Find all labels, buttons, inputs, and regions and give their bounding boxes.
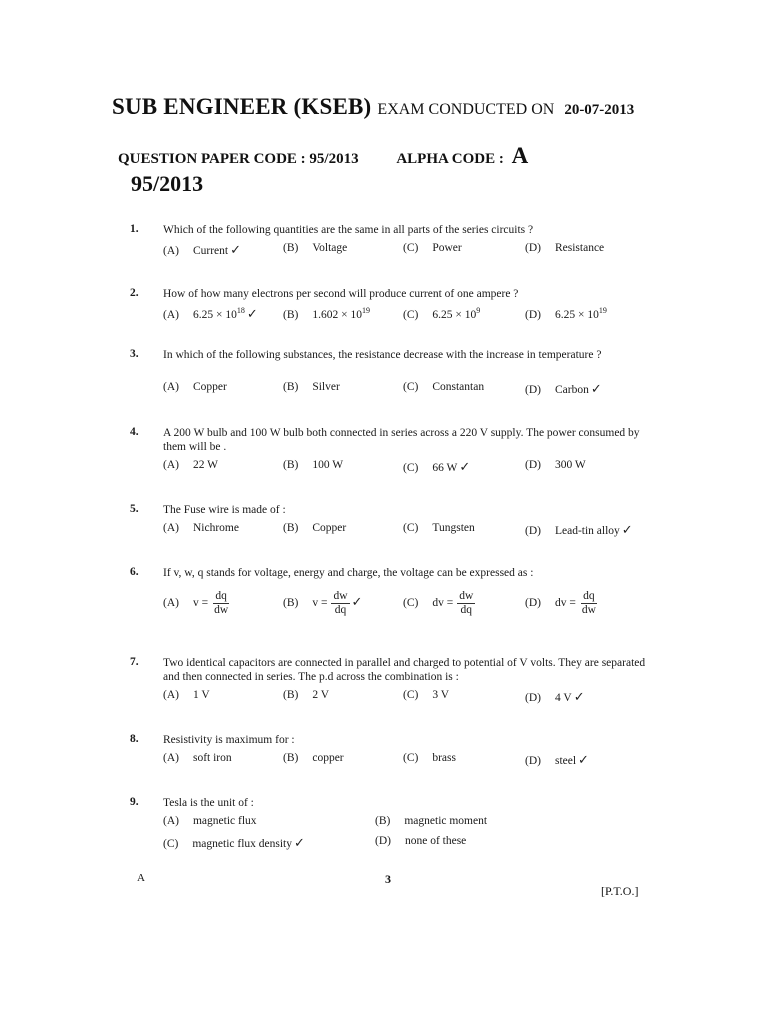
formula-lhs: v =	[312, 597, 328, 610]
option-label: (C)	[403, 522, 419, 534]
options	[163, 381, 647, 421]
check-mark-icon: ✓	[459, 459, 471, 474]
option-label: (C)	[403, 752, 419, 764]
option-label: (C)	[403, 689, 419, 701]
option-label: (A)	[163, 522, 179, 534]
option-label: (B)	[283, 308, 299, 321]
question-paper-code: QUESTION PAPER CODE : 95/2013	[118, 151, 359, 167]
option-b[interactable]	[375, 815, 487, 827]
check-mark-icon: ✓	[230, 242, 242, 257]
fraction	[457, 590, 475, 617]
option-text: none of these	[404, 835, 467, 847]
option-label: (D)	[525, 692, 541, 704]
option-label: (D)	[525, 459, 541, 471]
question-8	[130, 733, 650, 803]
denominator: dw	[581, 604, 596, 616]
option-c[interactable]	[403, 522, 475, 534]
question-9	[130, 796, 650, 866]
exponent: 19	[598, 306, 607, 315]
option-d[interactable]	[525, 752, 589, 768]
check-mark-icon: ✓	[573, 689, 585, 704]
exponent: 9	[476, 306, 481, 315]
footer-series: A	[137, 872, 145, 884]
options	[163, 459, 647, 499]
option-text: 4 V	[554, 692, 572, 704]
option-label: (D)	[525, 384, 541, 396]
question-4	[130, 426, 650, 496]
option-label: (A)	[163, 597, 179, 610]
pto-label: [P.T.O.]	[601, 884, 639, 898]
fraction	[212, 590, 230, 617]
option-d[interactable]	[525, 522, 633, 538]
option-d[interactable]	[525, 381, 602, 397]
option-a[interactable]	[163, 306, 258, 322]
option-text: 6.25 × 10	[554, 308, 599, 321]
exponent: 18	[236, 306, 245, 316]
option-text: Carbon	[554, 384, 589, 396]
option-text: 6.25 × 10	[192, 309, 237, 321]
question-number: 7.	[130, 656, 139, 668]
question-1	[130, 223, 650, 293]
option-label: (A)	[163, 815, 179, 827]
question-number: 8.	[130, 733, 139, 745]
option-text: 1 V	[192, 689, 210, 701]
check-mark-icon: ✓	[351, 594, 363, 610]
option-label: (D)	[375, 835, 391, 847]
check-mark-icon: ✓	[578, 752, 589, 767]
check-mark-icon: ✓	[590, 381, 602, 396]
fraction	[580, 590, 598, 617]
option-text: Tungsten	[432, 522, 475, 534]
option-c[interactable]	[403, 306, 480, 321]
option-a[interactable]	[163, 459, 218, 471]
option-text: Power	[432, 242, 462, 254]
question-number: 6.	[130, 566, 139, 578]
option-text: 300 W	[554, 459, 586, 471]
alpha-code-value: A	[511, 143, 529, 168]
question-2	[130, 287, 650, 357]
option-d[interactable]	[525, 242, 604, 254]
option-label: (D)	[525, 242, 541, 254]
paper-code-handwritten: 95/2013	[131, 171, 204, 196]
exam-header	[112, 94, 634, 120]
question-number: 4.	[130, 426, 139, 438]
option-label: (A)	[163, 459, 179, 471]
check-mark-icon: ✓	[621, 522, 633, 537]
option-b[interactable]	[283, 381, 340, 393]
option-a[interactable]	[163, 242, 241, 258]
option-text: copper	[312, 752, 344, 764]
question-3	[130, 348, 650, 418]
option-d[interactable]	[375, 835, 466, 847]
numerator: dw	[459, 590, 474, 602]
option-text: soft iron	[192, 752, 232, 764]
options	[163, 306, 647, 346]
option-a[interactable]	[163, 689, 210, 701]
option-label: (C)	[163, 838, 179, 850]
option-text: brass	[432, 752, 456, 764]
option-label: (C)	[403, 462, 419, 474]
option-label: (B)	[283, 689, 299, 701]
option-d[interactable]	[525, 306, 607, 321]
exam-date: 20-07-2013	[564, 102, 635, 118]
option-text: Voltage	[312, 242, 348, 254]
option-c[interactable]	[403, 459, 470, 475]
option-text: Copper	[192, 381, 227, 393]
option-label: (B)	[283, 752, 299, 764]
option-text: Nichrome	[192, 522, 239, 534]
options	[163, 815, 647, 855]
option-text: Copper	[312, 522, 347, 534]
option-label: (B)	[283, 381, 299, 393]
option-label: (D)	[525, 597, 541, 610]
question-text: The Fuse wire is made of :	[163, 504, 286, 516]
option-label: (C)	[403, 242, 419, 254]
options	[163, 522, 647, 562]
option-b[interactable]	[283, 242, 347, 254]
option-label: (D)	[525, 755, 541, 767]
question-number: 2.	[130, 287, 139, 299]
formula-lhs: dv =	[432, 597, 454, 610]
question-text: Which of the following quantities are the same in all parts of the series circuits ?	[163, 224, 534, 236]
question-text: In which of the following substances, the resistance decrease with the increase in temperature ?	[163, 349, 602, 361]
option-text: magnetic flux	[192, 815, 257, 827]
option-label: (A)	[163, 689, 179, 701]
option-label: (B)	[283, 522, 299, 534]
option-text: Current	[192, 245, 229, 257]
option-c[interactable]	[403, 590, 475, 617]
option-c[interactable]	[403, 381, 484, 393]
question-number: 3.	[130, 348, 139, 360]
option-label: (D)	[525, 308, 541, 321]
question-text: Tesla is the unit of :	[163, 797, 254, 809]
exam-title: SUB ENGINEER (KSEB)	[112, 94, 372, 119]
option-label: (B)	[283, 459, 299, 471]
option-label: (C)	[403, 597, 419, 610]
option-a[interactable]	[163, 522, 239, 534]
question-text: Resistivity is maximum for :	[163, 734, 295, 746]
option-label: (B)	[283, 242, 299, 254]
option-label: (A)	[163, 245, 179, 257]
question-5	[130, 503, 650, 573]
numerator: dw	[333, 590, 348, 602]
numerator: dq	[215, 590, 227, 602]
denominator: dq	[334, 604, 347, 616]
option-text: Resistance	[554, 242, 605, 254]
option-label: (A)	[163, 309, 179, 321]
question-number: 9.	[130, 796, 139, 808]
options	[163, 242, 647, 282]
question-number: 5.	[130, 503, 139, 515]
option-text: 6.25 × 10	[432, 308, 477, 321]
option-text: 2 V	[312, 689, 330, 701]
check-mark-icon: ✓	[294, 835, 305, 850]
option-b[interactable]	[283, 752, 344, 764]
question-7	[130, 656, 650, 726]
option-text: 66 W	[432, 462, 458, 474]
option-label: (A)	[163, 381, 179, 393]
formula-lhs: dv =	[554, 597, 576, 610]
option-c[interactable]	[403, 752, 456, 764]
option-label: (C)	[403, 308, 419, 321]
option-c[interactable]	[403, 242, 462, 254]
option-a[interactable]	[163, 381, 227, 393]
option-text: 22 W	[192, 459, 218, 471]
option-text: 100 W	[312, 459, 344, 471]
formula-lhs: v =	[192, 597, 209, 610]
option-b[interactable]	[283, 590, 362, 617]
option-text: magnetic flux density	[192, 838, 292, 850]
exponent: 19	[361, 306, 370, 315]
option-b[interactable]	[283, 459, 343, 471]
option-label: (B)	[375, 815, 391, 827]
check-mark-icon: ✓	[246, 306, 258, 321]
option-text: magnetic moment	[404, 815, 488, 827]
fraction	[331, 590, 349, 617]
option-label: (B)	[283, 597, 299, 610]
option-b[interactable]	[283, 689, 329, 701]
option-text: 3 V	[432, 689, 450, 701]
question-text: Two identical capacitors are connected in parallel and charged to potential of V volts. They are separated and then connected in series. The p.d across the combination is :	[163, 657, 646, 683]
option-c[interactable]	[163, 835, 305, 851]
paper-codes	[118, 143, 528, 169]
option-d[interactable]	[525, 459, 586, 471]
exam-subtitle: EXAM CONDUCTED ON	[377, 101, 555, 118]
option-c[interactable]	[403, 689, 449, 701]
denominator: dq	[460, 604, 472, 616]
option-text: steel	[554, 755, 577, 767]
page-number: 3	[385, 872, 391, 886]
numerator: dq	[583, 590, 595, 602]
option-b[interactable]	[283, 522, 346, 534]
question-text: If v, w, q stands for voltage, energy and charge, the voltage can be expressed as :	[163, 567, 534, 579]
option-a[interactable]	[163, 752, 232, 764]
option-text: Constantan	[432, 381, 485, 393]
alpha-code-label: ALPHA CODE :	[396, 151, 504, 167]
options	[163, 689, 647, 729]
option-d[interactable]	[525, 590, 598, 617]
question-text: A 200 W bulb and 100 W bulb both connected in series across a 220 V supply. The power consumed by them will be .	[163, 427, 640, 453]
option-label: (A)	[163, 752, 179, 764]
options	[163, 752, 647, 792]
option-b[interactable]	[283, 306, 370, 321]
option-text: Lead-tin alloy	[554, 525, 620, 537]
question-6	[130, 566, 650, 636]
option-a[interactable]	[163, 815, 257, 827]
question-number: 1.	[130, 223, 139, 235]
denominator: dw	[214, 604, 229, 616]
option-text: Silver	[312, 381, 340, 393]
option-text: 1.602 × 10	[312, 308, 362, 321]
option-a[interactable]	[163, 590, 230, 617]
option-label: (C)	[403, 381, 419, 393]
question-text: How of how many electrons per second will produce current of one ampere ?	[163, 288, 519, 300]
option-label: (D)	[525, 525, 541, 537]
option-d[interactable]	[525, 689, 585, 705]
options	[163, 590, 647, 630]
